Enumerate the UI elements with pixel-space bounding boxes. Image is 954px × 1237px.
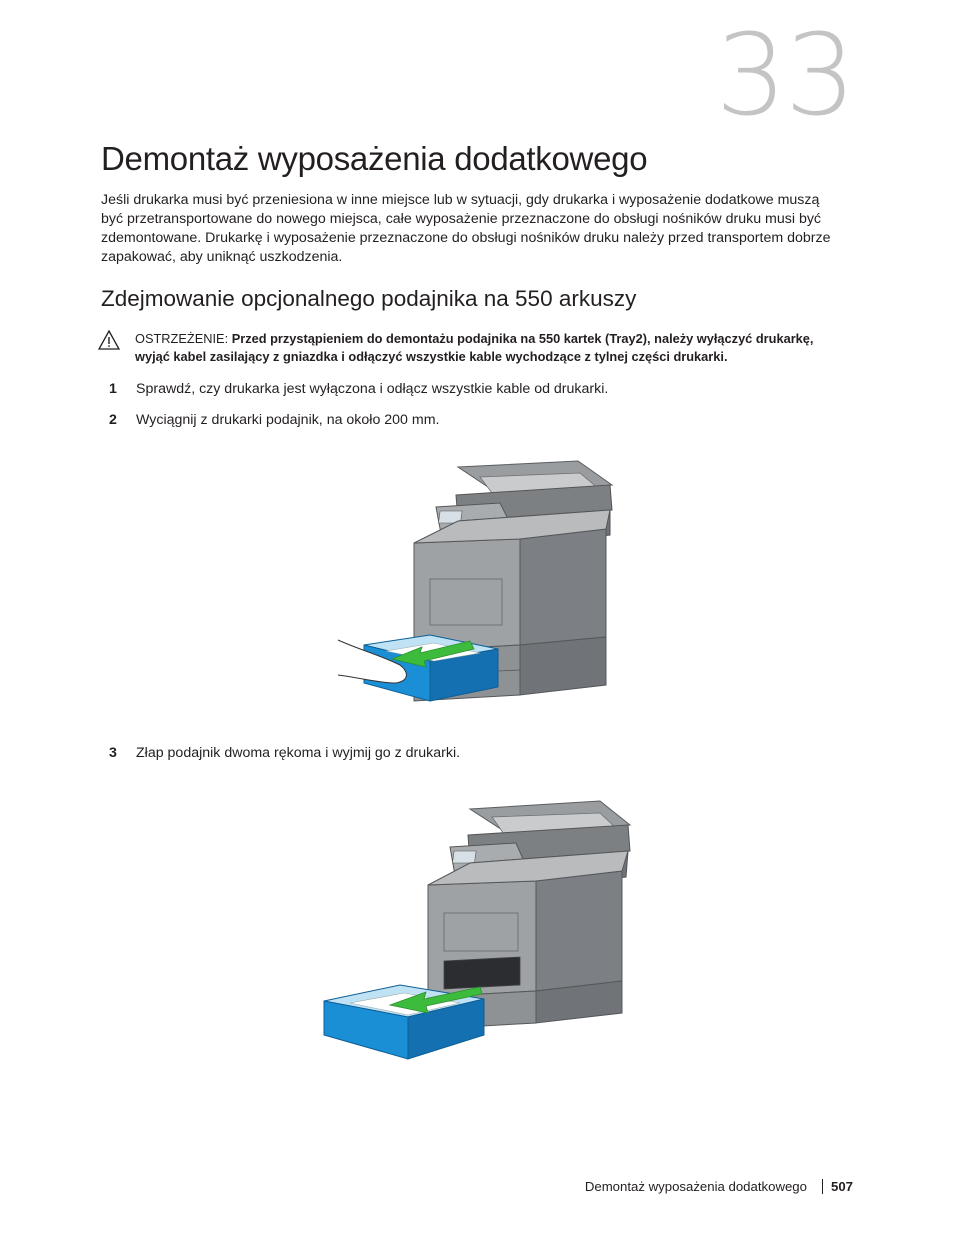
warning-label: OSTRZEŻENIE: <box>135 331 229 346</box>
step-1 <box>109 381 608 397</box>
footer-title: Demontaż wyposażenia dodatkowego <box>584 1179 807 1194</box>
step-3 <box>109 745 460 761</box>
section-title: Zdejmowanie opcjonalnego podajnika na 550 arkuszy <box>101 286 637 311</box>
printer-illustration-tray-partial <box>330 455 620 705</box>
step-number: 2 <box>109 412 117 428</box>
chapter-number: 33 <box>715 11 854 141</box>
warning-note <box>98 330 848 366</box>
warning-triangle-icon <box>98 330 120 350</box>
step-text: Wyciągnij z drukarki podajnik, na około 200 mm. <box>136 412 440 428</box>
page-footer <box>585 1179 853 1194</box>
step-2 <box>109 412 439 428</box>
page-title: Demontaż wyposażenia dodatkowego <box>101 140 648 177</box>
page-number: 507 <box>830 1179 853 1194</box>
step-text: Złap podajnik dwoma rękoma i wyjmij go z drukarki. <box>136 745 461 761</box>
step-text: Sprawdź, czy drukarka jest wyłączona i odłącz wszystkie kable od drukarki. <box>136 381 609 397</box>
printer-illustration-tray-removed <box>320 795 632 1065</box>
step-number: 1 <box>109 381 117 397</box>
intro-paragraph: Jeśli drukarka musi być przeniesiona w inne miejsce lub w sytuacji, gdy drukarka i wyposażenie dodatkowe muszą być przetransportowane do nowego miejsca, całe wyposażenie przeznaczone do obsługi nośników druku musi być zdemontowane. Drukarkę i wyposażenie przeznaczone do obsługi nośników druku należy przed transportem dobrze zapakować, aby uniknąć uszkodzenia. <box>101 192 831 265</box>
warning-text <box>135 330 848 366</box>
step-number: 3 <box>109 745 117 761</box>
footer-divider <box>822 1179 823 1194</box>
warning-body: Przed przystąpieniem do demontażu podajnika na 550 kartek (Tray2), należy wyłączyć drukarkę, wyjąć kabel zasilający z gniazdka i odłączyć wszystkie kable wychodzące z tylnej części drukarki. <box>135 331 814 364</box>
